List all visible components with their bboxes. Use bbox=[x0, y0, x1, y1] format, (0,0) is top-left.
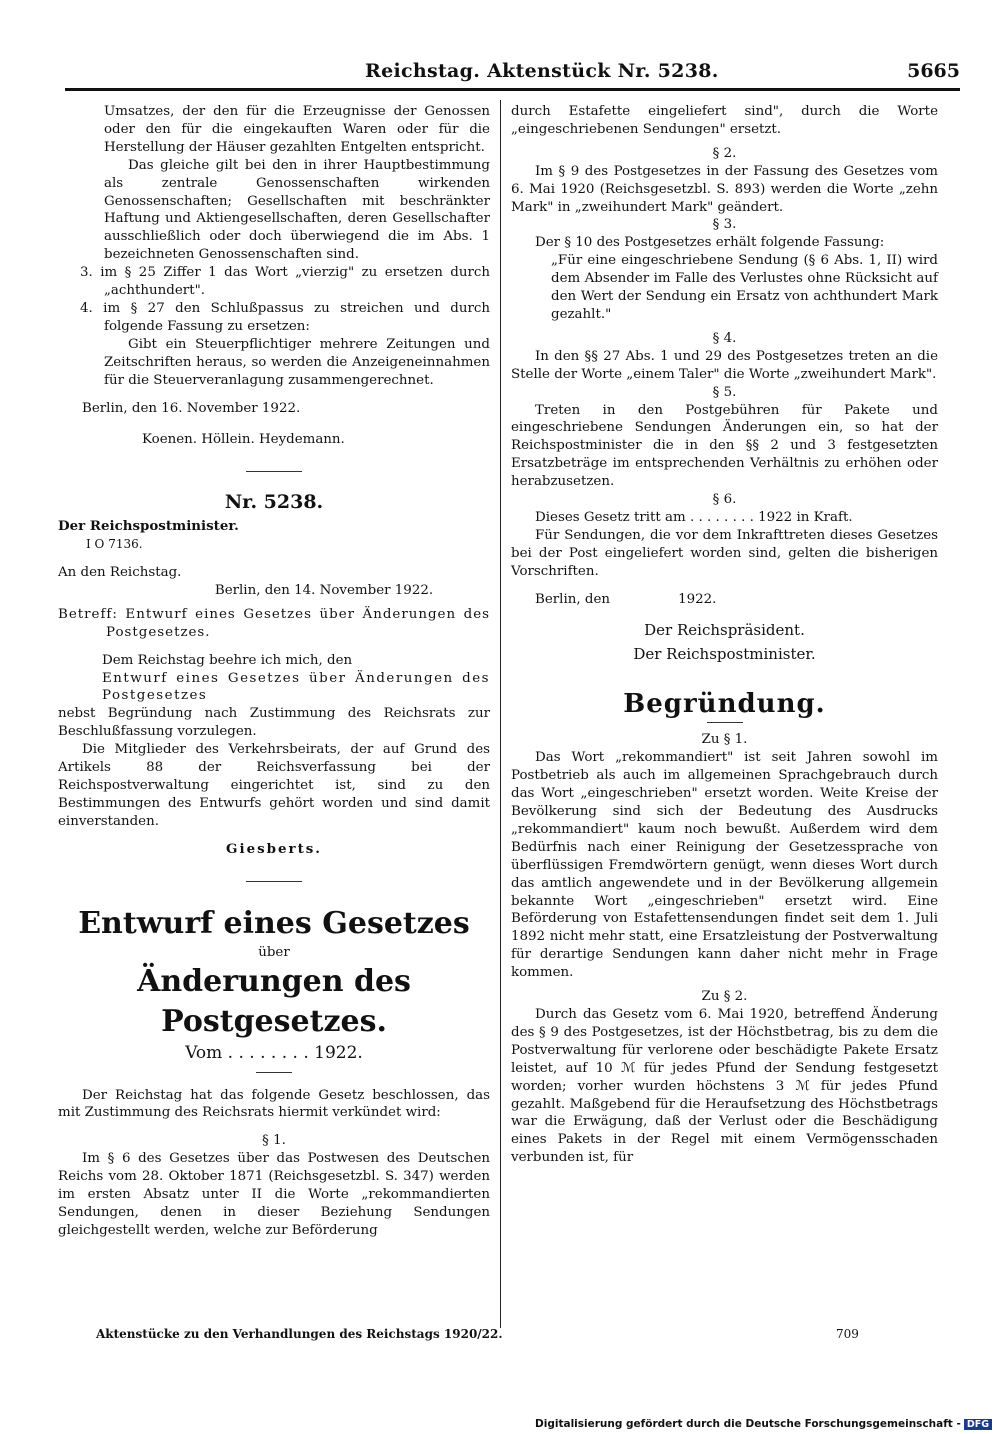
explanation-heading: Begründung. bbox=[623, 689, 826, 720]
section-heading: § 4. bbox=[712, 330, 737, 346]
preamble: Der Reichstag hat das folgende Gesetz beschlossen, das mit Zustimmung des Reichsrats hiermit verkündet wird: bbox=[58, 1087, 490, 1121]
draft-title-connector: über bbox=[258, 944, 290, 960]
draft-title-line: Entwurf eines Gesetzes über Änderungen des Postgesetzes bbox=[102, 670, 490, 704]
section-text: Der § 10 des Postgesetzes erhält folgende Fassung: bbox=[535, 235, 885, 251]
signature: Giesberts. bbox=[226, 840, 322, 857]
paragraph: nebst Begründung nach Zustimmung des Reichsrats zur Beschlußfassung vorzulegen. bbox=[58, 706, 490, 740]
separator bbox=[256, 1072, 292, 1073]
explanation-text: Durch das Gesetz vom 6. Mai 1920, betreffend Änderung des § 9 des Postgesetzes, ist der Höchstbetrag, bis zu dem die Postverwaltung für verlorene oder beschädigte Pakete Ersatz leistet, auf 10 ℳ für jedes Pfund der Sendung festgesetzt worden; vorher wurden höchstens 3 ℳ für jedes Pfund gezahlt. Maßgebend für die Heraufsetzung des Höchstbetrags war die Erwägung, daß der Verlust oder die Beschädigung eines Pakets in der Regel mit einem Vermögensschaden verbunden ist, für bbox=[511, 1006, 938, 1166]
left-column bbox=[58, 103, 490, 1240]
separator bbox=[246, 471, 302, 472]
section-text: Dieses Gesetz tritt am . . . . . . . . 1922 in Kraft. bbox=[535, 509, 853, 525]
section-heading: § 6. bbox=[712, 492, 737, 508]
signature-postminister: Der Reichspostminister. bbox=[633, 645, 816, 664]
section-text: In den §§ 27 Abs. 1 und 29 des Postgesetzes treten an die Stelle der Worte „einem Taler" die Worte „zweihundert Mark". bbox=[511, 348, 938, 382]
document-number-heading: Nr. 5238. bbox=[224, 491, 324, 514]
section-heading: § 3. bbox=[712, 217, 737, 233]
credit-text: Digitalisierung gefördert durch die Deutsche Forschungsgemeinschaft - bbox=[535, 1418, 961, 1430]
signature-president: Der Reichspräsident. bbox=[644, 621, 805, 640]
list-item: 3. im § 25 Ziffer 1 das Wort „vierzig" zu ersetzen durch „achthundert". bbox=[80, 265, 490, 299]
addressee: An den Reichstag. bbox=[58, 565, 182, 581]
paragraph: Das gleiche gilt bei den in ihrer Hauptbestimmung als zentrale Genossenschaften wirkenden Genossenschaften; Gesellschaften mit beschränkter Haftung und Aktiengesellschaften, deren Gesellschafter ausschließlich oder doch überwiegend die im Abs. 1 bezeichneten Genossenschaften sind. bbox=[104, 157, 490, 263]
section-text: Treten in den Postgebühren für Pakete und eingeschriebene Sendungen Änderungen ein, so hat der Reichspostminister die in den §§ 2 und 3 festgesetzten Ersatzbeträge im entsprechenden Verhältnis zu erhöhen oder herabzusetzen. bbox=[511, 402, 938, 490]
subject-line: Betreff: Entwurf eines Gesetzes über Änderungen des Postgesetzes. bbox=[58, 606, 490, 640]
signatures: Koenen. Höllein. Heydemann. bbox=[142, 432, 345, 448]
section-text: Im § 9 des Postgesetzes in der Fassung des Gesetzes vom 6. Mai 1920 (Reichsgesetzbl. S. 893) werden die Worte „zehn Mark" in „zweihundert Mark" geändert. bbox=[511, 163, 938, 215]
digitization-credit bbox=[535, 1418, 992, 1430]
sender: Der Reichspostminister. bbox=[58, 518, 239, 535]
subsection-heading: Zu § 2. bbox=[701, 989, 748, 1005]
subsection-heading: Zu § 1. bbox=[701, 732, 748, 748]
paragraph: Umsatzes, der den für die Erzeugnisse der Genossen oder den für die eingekauften Waren oder für die Herstellung der Häuser gezahlten Entgelten entspricht. bbox=[104, 104, 490, 155]
paragraph: Die Mitglieder des Verkehrsbeirats, der auf Grund des Artikels 88 der Reichsverfassung bei der Reichspostverwaltung eingerichtet ist, sind zu den Bestimmungen des Entwurfs gehört worden und sind damit einverstanden. bbox=[58, 742, 490, 829]
date-line: Berlin, den 16. November 1922. bbox=[82, 400, 301, 416]
separator bbox=[246, 881, 302, 882]
page-header bbox=[65, 58, 960, 91]
draft-title: Entwurf eines Gesetzes bbox=[78, 905, 470, 941]
draft-title-subject: Änderungen des Postgesetzes. bbox=[137, 963, 411, 1039]
section-heading: § 5. bbox=[712, 384, 737, 400]
dfg-logo: DFG bbox=[964, 1419, 992, 1430]
quoted-text: Gibt ein Steuerpflichtiger mehrere Zeitungen und Zeitschriften heraus, so werden die Anzeigeneinnahmen für die Steuerveranlagung zusammengerechnet. bbox=[104, 336, 490, 388]
column-divider bbox=[500, 100, 501, 1328]
page-number: 5665 bbox=[907, 60, 960, 82]
footer-citation: Aktenstücke zu den Verhandlungen des Reichstags 1920/22. bbox=[96, 1327, 503, 1341]
quoted-text: „Für eine eingeschriebene Sendung (§ 6 Abs. 1, II) wird dem Absender im Falle des Verlustes ohne Rücksicht auf den Wert der Sendung ein Ersatz von achthundert Mark gezahlt." bbox=[551, 253, 938, 322]
section-text: Im § 6 des Gesetzes über das Postwesen des Deutschen Reichs vom 28. Oktober 1871 (Reichsgesetzbl. S. 347) werden im ersten Absatz unter II die Worte „rekommandierten Sendungen, denen in dieser Beziehung Sendungen gleichgestellt werden, welche zur Beförderung bbox=[58, 1151, 490, 1238]
reference-number: I O 7136. bbox=[86, 537, 143, 552]
explanation-text: Das Wort „rekommandiert" ist seit Jahren sowohl im Postbetrieb als auch im allgemeinen Sprachgebrauch durch das Wort „eingeschrieben" ersetzt worden. Weite Kreise der Bevölkerung sind sich der Bedeutung des Ausdrucks „rekommandiert" kaum noch bewußt. Außerdem wird dem Bedürfnis nach einer Reinigung der Gesetzessprache von überflüssigen Fremdwörtern genügt, wenn dieses Wort durch das amtlich angewendete und in der Bevölkerung allgemein bekannte Wort „eingeschrieben" ersetzt wird. Eine Beförderung von Estafettensendungen findet seit dem 1. Juli 1892 nicht mehr statt, eine Ersatzleistung der Postverwaltung für derartige Sendungen kann daher nicht mehr in Frage kommen. bbox=[511, 750, 938, 981]
section-text: Für Sendungen, die vor dem Inkrafttreten dieses Gesetzes bei der Post eingeliefert worden sind, gelten die bisherigen Vorschriften. bbox=[511, 527, 938, 579]
right-column bbox=[511, 103, 938, 1167]
paragraph: Dem Reichstag beehre ich mich, den bbox=[102, 652, 353, 668]
section-heading: § 1. bbox=[262, 1133, 286, 1149]
paragraph: durch Estafette eingeliefert sind", durch die Worte „eingeschriebenen Sendungen" ersetzt. bbox=[511, 104, 938, 137]
list-item: 4. im § 27 den Schlußpassus zu streichen und durch folgende Fassung zu ersetzen: bbox=[80, 300, 490, 334]
footer-number: 709 bbox=[836, 1327, 859, 1341]
date-line: Berlin, den 1922. bbox=[535, 591, 717, 607]
separator bbox=[707, 722, 743, 723]
section-heading: § 2. bbox=[712, 145, 737, 161]
header-title: Reichstag. Aktenstück Nr. 5238. bbox=[365, 60, 719, 82]
date-line: Berlin, den 14. November 1922. bbox=[214, 582, 434, 598]
draft-date: Vom . . . . . . . . 1922. bbox=[185, 1042, 363, 1063]
